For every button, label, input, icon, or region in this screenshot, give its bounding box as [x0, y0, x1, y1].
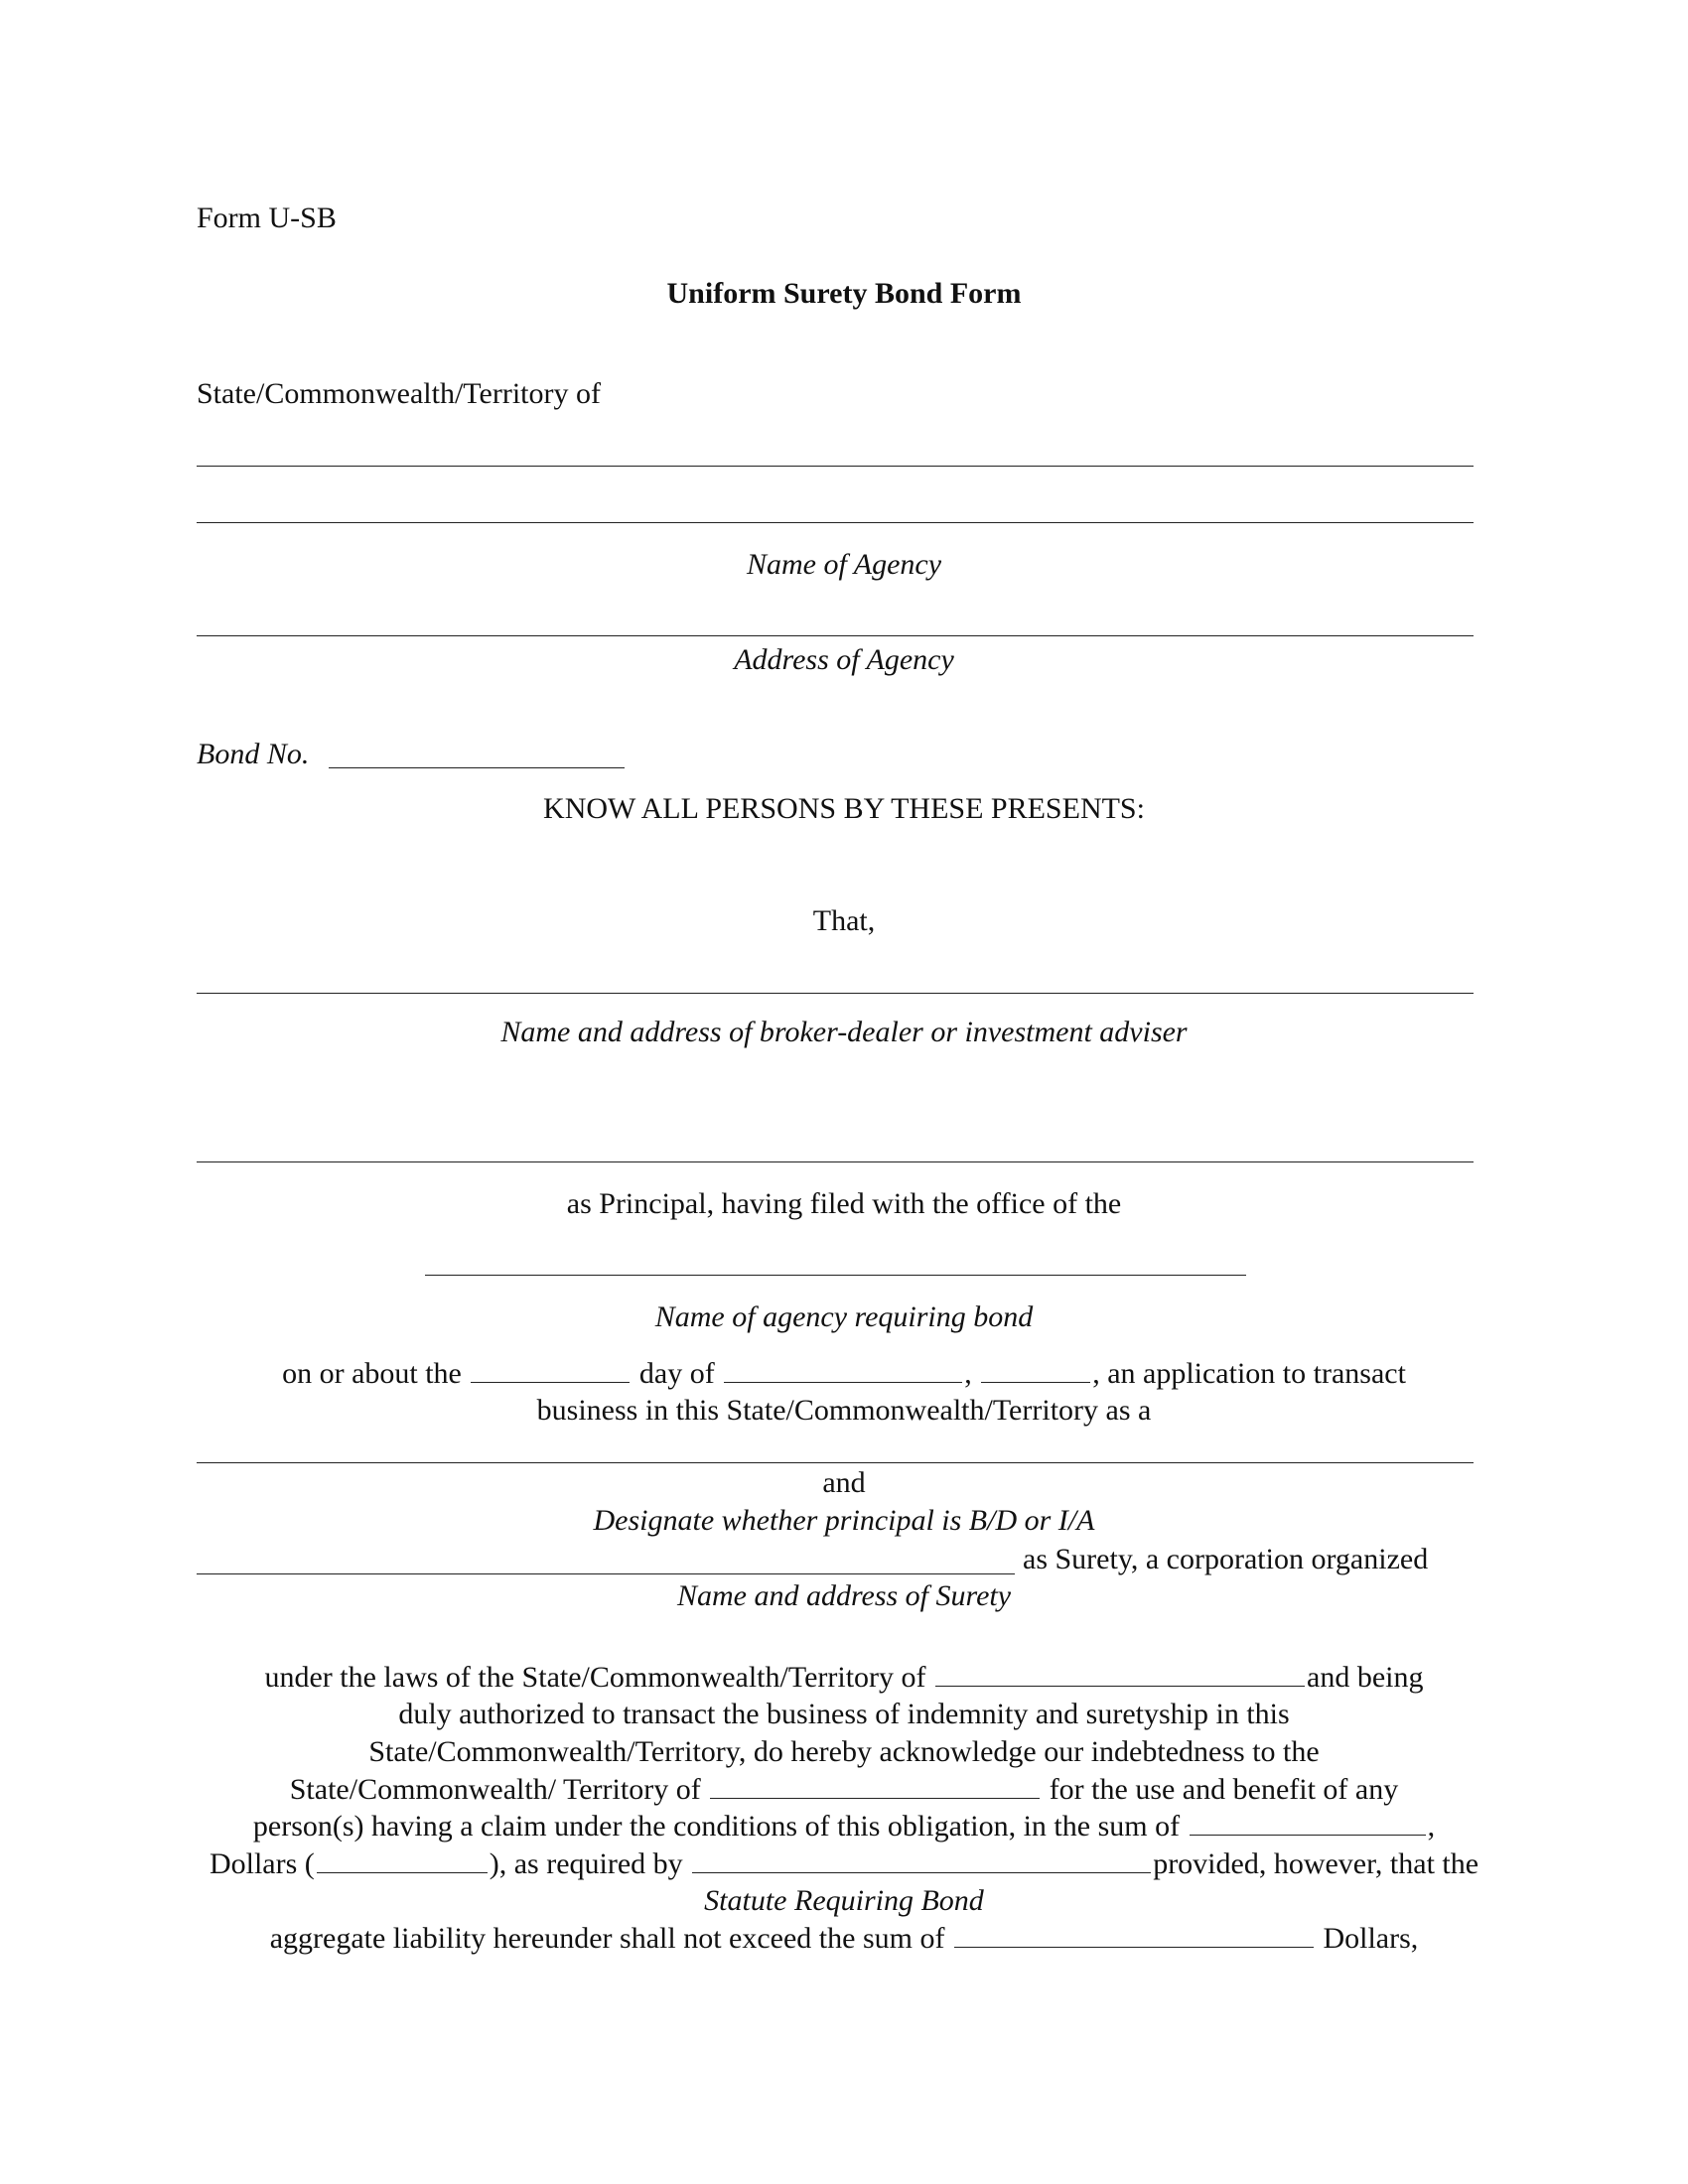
laws-line-1: [0, 1661, 1688, 1695]
laws-text-7a: aggregate liability hereunder shall not exceed the sum of: [269, 1922, 945, 1955]
laws-text-4a: State/Commonwealth/ Territory of: [289, 1773, 701, 1806]
principal-address-line[interactable]: [197, 1161, 1474, 1162]
statute-caption: Statute Requiring Bond: [704, 1884, 984, 1917]
bond-no-label: Bond No.: [197, 738, 310, 770]
laws-text-6c: provided, however, that the: [1153, 1847, 1479, 1880]
laws-line-2: duly authorized to transact the business of indemnity and suretyship in this: [398, 1698, 1290, 1730]
principal-line[interactable]: [197, 993, 1474, 994]
laws-text-1a: under the laws of the State/Commonwealth/Territory of: [264, 1661, 926, 1694]
designation-line[interactable]: [197, 1462, 1474, 1463]
know-all-heading: KNOW ALL PERSONS BY THESE PRESENTS:: [543, 792, 1145, 825]
agency-name-line[interactable]: [197, 522, 1474, 523]
designate-caption: Designate whether principal is B/D or I/A: [593, 1504, 1095, 1537]
sum-figures-blank[interactable]: [317, 1871, 488, 1873]
address-of-agency-caption: Address of Agency: [734, 643, 954, 676]
territory-blank[interactable]: [710, 1797, 1040, 1799]
laws-text-6b: ), as required by: [489, 1847, 683, 1880]
laws-text-6a: Dollars (: [209, 1847, 315, 1880]
that-text: That,: [812, 904, 876, 937]
laws-line-6: [0, 1847, 1688, 1881]
sum-words-blank[interactable]: [1190, 1834, 1426, 1836]
laws-line-3: State/Commonwealth/Territory, do hereby acknowledge our indebtedness to the: [368, 1735, 1320, 1768]
state-name-line[interactable]: [197, 466, 1474, 467]
name-of-agency-caption: Name of Agency: [746, 548, 942, 581]
date-comma: ,: [964, 1357, 972, 1390]
day-blank[interactable]: [471, 1381, 630, 1383]
laws-text-7b: Dollars,: [1323, 1922, 1419, 1955]
laws-line-4: [0, 1773, 1688, 1807]
as-principal-text: as Principal, having filed with the office of the: [566, 1187, 1122, 1220]
form-code: Form U-SB: [197, 202, 337, 234]
date-text-day-of: day of: [638, 1357, 715, 1390]
laws-text-1b: and being: [1307, 1661, 1424, 1694]
year-blank[interactable]: [981, 1381, 1090, 1383]
bond-no-line[interactable]: [329, 767, 625, 768]
aggregate-sum-blank[interactable]: [954, 1946, 1314, 1948]
date-text-on-or-about: on or about the: [282, 1357, 462, 1390]
and-text: and: [822, 1466, 866, 1499]
as-surety-text: as Surety, a corporation organized: [1023, 1543, 1429, 1575]
surety-caption: Name and address of Surety: [676, 1579, 1012, 1612]
business-line-text: business in this State/Commonwealth/Territory as a: [536, 1394, 1152, 1427]
laws-text-5b: ,: [1427, 1810, 1436, 1843]
state-label: State/Commonwealth/Territory of: [197, 377, 601, 410]
laws-line-5: [0, 1810, 1688, 1843]
agency-address-line[interactable]: [197, 635, 1474, 636]
date-line: [0, 1357, 1688, 1391]
month-blank[interactable]: [724, 1381, 962, 1383]
statute-blank[interactable]: [692, 1871, 1151, 1873]
laws-line-7: [0, 1922, 1688, 1956]
agency-requiring-caption: Name of agency requiring bond: [654, 1300, 1034, 1333]
principal-caption: Name and address of broker-dealer or investment adviser: [500, 1016, 1188, 1048]
laws-text-5a: person(s) having a claim under the conditions of this obligation, in the sum of: [252, 1810, 1181, 1843]
form-title: Uniform Surety Bond Form: [666, 277, 1022, 310]
agency-requiring-line[interactable]: [425, 1275, 1246, 1276]
laws-text-4b: for the use and benefit of any: [1049, 1773, 1399, 1806]
surety-line[interactable]: [197, 1573, 1015, 1574]
date-text-application: , an application to transact: [1092, 1357, 1406, 1390]
surety-state-blank[interactable]: [935, 1685, 1305, 1687]
